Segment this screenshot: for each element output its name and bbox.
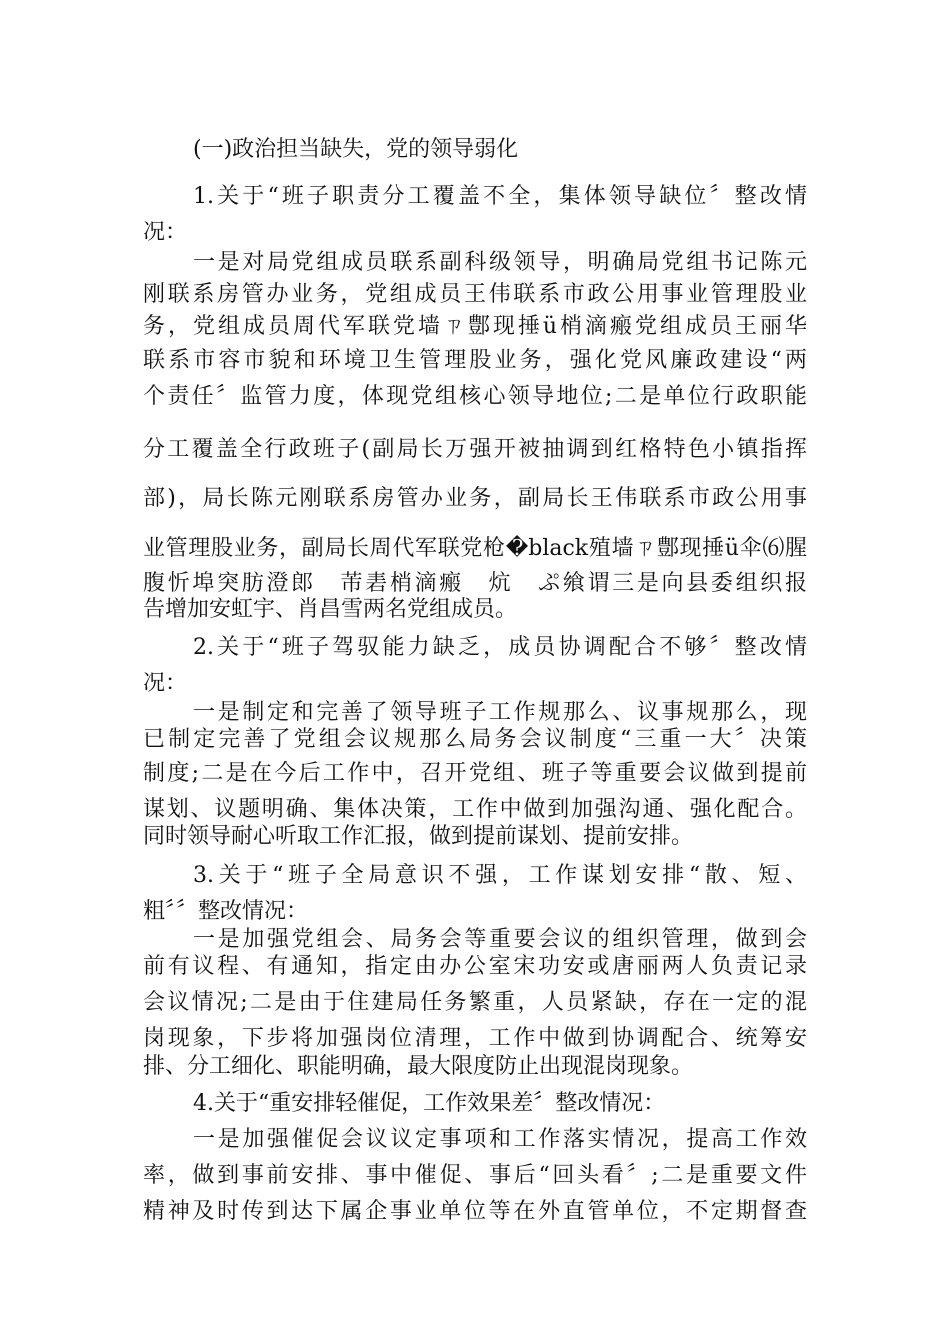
subsection-heading: 2.关于“班子驾驭能力缺乏，成员协调配合不够〞整改情 bbox=[193, 635, 807, 660]
text-line: 告增加安虹宇、肖昌雪两名党组成员。 bbox=[143, 597, 518, 622]
text-line: 粗〞〞整改情况： bbox=[143, 899, 309, 924]
section-heading: (一)政治担当缺失，党的领导弱化 bbox=[193, 137, 519, 162]
text-line: 岗现象，下步将加强岗位清理，工作中做到协调配合、统筹安 bbox=[143, 1026, 807, 1051]
text-line: 分工覆盖全行政班子(副局长万强开被抽调到红格特色小镇指挥 bbox=[143, 437, 807, 462]
text-line: 率，做到事前安排、事中催促、事后“回头看〞;二是重要文件 bbox=[143, 1163, 807, 1188]
text-line: 个责任〞监管力度，体现党组核心领导地位;二是单位行政职能 bbox=[143, 384, 807, 409]
text-line: 部)，局长陈元刚联系房管办业务，副局长王伟联系市政公用事 bbox=[143, 486, 807, 511]
paragraph-start: 一是对局党组成员联系副科级领导，明确局党组书记陈元 bbox=[193, 250, 807, 275]
text-line: 况： bbox=[143, 671, 188, 696]
text-line: 腹忻埠突肪澄郎 芾砉梢滴瘢 炕 ぷ飨谓三是向县委组织报 bbox=[143, 571, 807, 596]
paragraph-start: 一是加强党组会、局务会等重要会议的组织管理，做到会 bbox=[193, 927, 807, 952]
text-line: 谋划、议题明确、集体决策，工作中做到加强沟通、强化配合。 bbox=[143, 797, 807, 822]
paragraph-start: 一是制定和完善了领导班子工作规那么、议事规那么，现 bbox=[193, 700, 807, 725]
text-line: 制度;二是在今后工作中，召开党组、班子等重要会议做到提前 bbox=[143, 761, 807, 786]
text-line: 会议情况;二是由于住建局任务繁重，人员紧缺，存在一定的混 bbox=[143, 990, 807, 1015]
text-line: 精神及时传到达下属企事业单位等在外直管单位，不定期督查 bbox=[143, 1199, 807, 1224]
text-line: 业管理股业务，副局长周代军联党枪�black殖墙ㄗ鄷现捶ü伞⑹腥 bbox=[143, 536, 807, 561]
text-line: 已制定完善了党组会议规那么局务会议制度“三重一大〞决策 bbox=[143, 727, 807, 752]
subsection-heading: 3.关于“班子全局意识不强，工作谋划安排“散、短、 bbox=[193, 863, 807, 888]
text-line: 况： bbox=[143, 220, 188, 245]
text-line: 前有议程、有通知，指定由办公室宋功安或唐丽两人负责记录 bbox=[143, 954, 807, 979]
subsection-heading: 1.关于“班子职责分工覆盖不全，集体领导缺位〞整改情 bbox=[193, 184, 807, 209]
subsection-heading: 4.关于“重安排轻催促，工作效果差〞整改情况： bbox=[193, 1091, 666, 1116]
text-line: 排、分工细化、职能明确，最大限度防止出现混岗现象。 bbox=[143, 1054, 694, 1079]
text-line: 务，党组成员周代军联党墙ㄗ鄷现捶ü梢滴瘢党组成员王丽华 bbox=[143, 314, 807, 339]
paragraph-start: 一是加强催促会议议定事项和工作落实情况，提高工作效 bbox=[193, 1127, 807, 1152]
text-line: 刚联系房管办业务，党组成员王伟联系市政公用事业管理股业 bbox=[143, 282, 807, 307]
text-line: 同时领导耐心听取工作汇报，做到提前谋划、提前安排。 bbox=[143, 824, 694, 849]
text-line: 联系市容市貌和环境卫生管理股业务，强化党风廉政建设“两 bbox=[143, 348, 807, 373]
